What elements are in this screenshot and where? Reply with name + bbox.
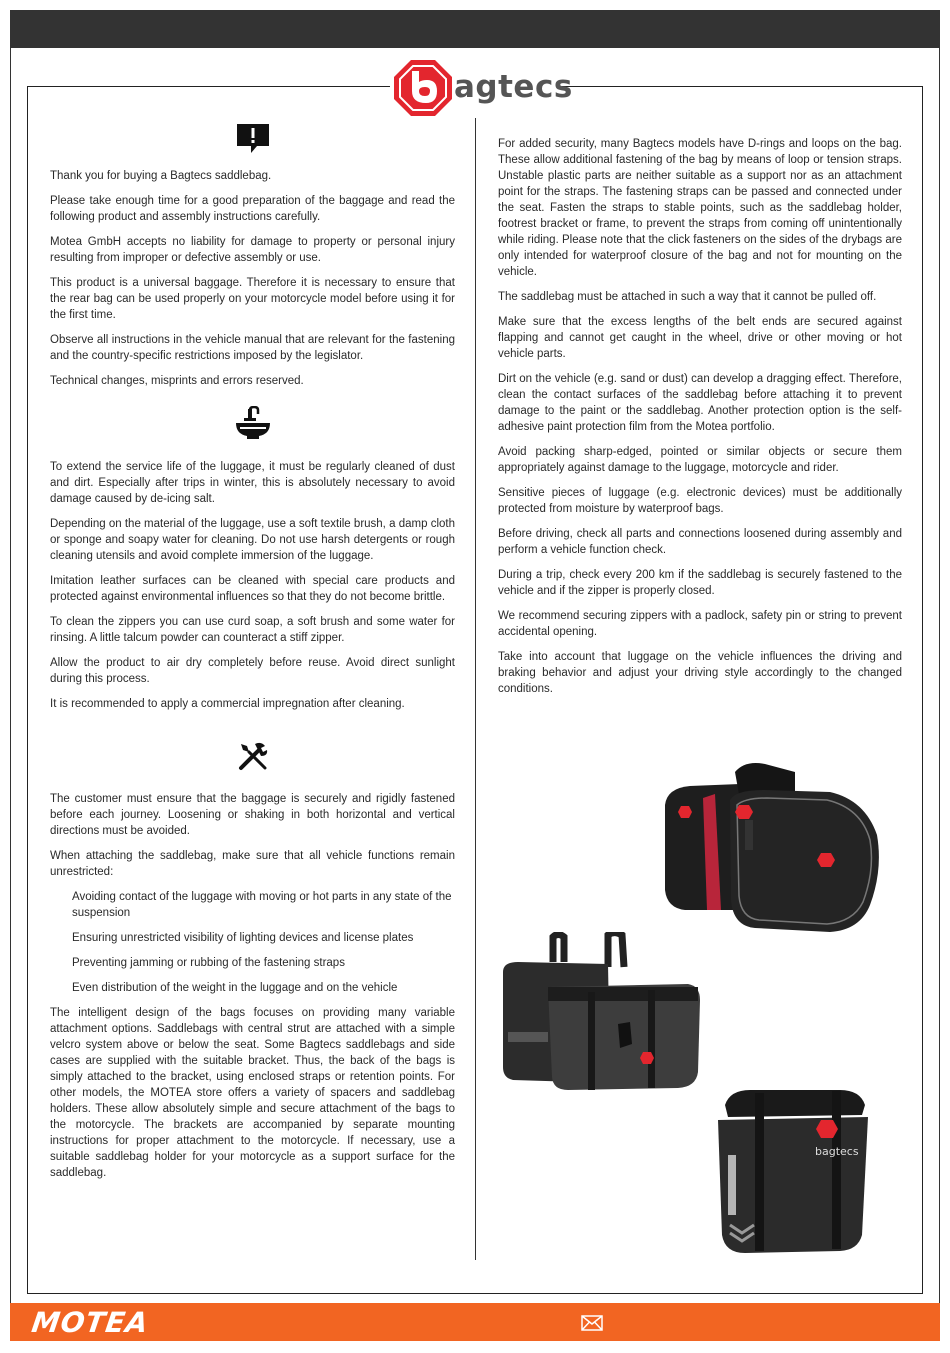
intro-paragraph: Thank you for buying a Bagtecs saddlebag.	[50, 170, 272, 182]
info-speech-icon	[235, 122, 271, 156]
assembly-icon-wrap	[50, 721, 455, 791]
cleaning-paragraph: Depending on the material of the luggage, use a soft textile brush, a damp cloth or sponge and soapy water for cleaning. Do not use harsh detergents or rough cleaning utensils and avoid complete immersion of the luggage.	[50, 518, 455, 562]
safety-paragraph: We recommend securing zippers with a padlock, safety pin or string to prevent accidental opening.	[498, 610, 902, 638]
cleaning-paragraph: Allow the product to air dry completely before reuse. Avoid direct sunlight during this process.	[50, 657, 455, 685]
safety-paragraph: Before driving, check all parts and connections loosened during assembly and perform a vehicle function check.	[498, 528, 902, 556]
intro-paragraph: Motea GmbH accepts no liability for damage to property or personal injury resulting from improper or defective assembly or use.	[50, 236, 455, 264]
tools-icon	[237, 740, 269, 772]
cleaning-paragraph: To extend the service life of the luggage, it must be regularly cleaned of dust and dirt. Especially after trips in winter, this is absolutely necessary to avoid damage caused by de-icing salt.	[50, 461, 455, 505]
bagtecs-logo	[390, 57, 573, 119]
product-photo-saddlebag-pair	[655, 760, 885, 935]
list-item: Preventing jamming or rubbing of the fastening straps	[72, 957, 345, 969]
right-column	[498, 136, 902, 706]
safety-paragraph: The saddlebag must be attached in such a way that it cannot be pulled off.	[498, 291, 877, 303]
safety-paragraph: During a trip, check every 200 km if the saddlebag is securely fastened to the vehicle and if the zipper is properly closed.	[498, 569, 902, 597]
logo-wordmark: agtecs	[454, 69, 573, 105]
list-item: Ensuring unrestricted visibility of lighting devices and license plates	[72, 932, 414, 944]
product-photo-drybag-pair	[498, 932, 703, 1092]
cleaning-paragraph: To clean the zippers you can use curd soap, a soft brush and some water for rinsing. A little talcum powder can counteract a stiff zipper.	[50, 616, 455, 644]
motea-logo: MOTEA	[29, 1306, 151, 1339]
cleaning-paragraph: It is recommended to apply a commercial impregnation after cleaning.	[50, 698, 405, 710]
left-column	[50, 168, 455, 1190]
cleaning-icon-wrap	[50, 398, 455, 459]
safety-paragraph: Make sure that the excess lengths of the belt ends are secured against flapping and cannot get caught in the wheel, drive or other moving or hot vehicle parts.	[498, 316, 902, 360]
safety-paragraph: Dirt on the vehicle (e.g. sand or dust) can develop a dragging effect. Therefore, clean the contact surfaces of the saddlebag before attaching it to prevent damage to the paint or the saddlebag. Another protection option is the self-adhesive paint protection film from the Motea portfolio.	[498, 373, 902, 433]
footer-bar	[10, 1303, 940, 1341]
column-divider	[475, 118, 476, 1260]
assembly-paragraph: When attaching the saddlebag, make sure that all vehicle functions remain unrestricted:	[50, 850, 455, 878]
sink-faucet-icon	[233, 406, 273, 442]
intro-paragraph: This product is a universal baggage. Therefore it is necessary to ensure that the rear bag can be used properly on your motorcycle model before using it for the first time.	[50, 277, 455, 321]
product-photo-drybag	[710, 1085, 870, 1255]
header-bar	[10, 10, 940, 48]
envelope-icon[interactable]	[581, 1315, 603, 1331]
safety-paragraph: Avoid packing sharp-edged, pointed or similar objects or secure them appropriately against damage to the luggage, motorcycle and rider.	[498, 446, 902, 474]
safety-paragraph: For added security, many Bagtecs models have D-rings and loops on the bag. These allow additional fastening of the bag by means of loop or tension straps. Unstable plastic parts are neither suitable as a support nor as an attachment point for the straps. The fastening straps can be passed and connected under the seat. Fasten the straps to stable points, such as the saddlebag holder, footrest bracket or frame, to prevent the straps from coming off unintentionally while riding. Please note that the click fasteners on the sides of the drybags are only intended for waterproof closure of the bag and not for mounting on the vehicle.	[498, 138, 902, 278]
assembly-paragraph: The intelligent design of the bags focuses on providing many variable attachment options. Saddlebags with central strut are attached with a simple velcro system above or below the seat. Some Bagtecs saddlebags and side cases are supplied with the suitable bracket. Thus, the back of the bags is simply attached to the bracket, using enclosed straps or retention points. For other models, the MOTEA store offers a variety of spacers and saddlebag holders. These allow absolutely simple and secure attachment of the bags to the motorcycle. The brackets are accompanied by separate mounting instructions for proper attachment to the motorcycle. If necessary, use a suitable saddlebag holder for your motorcycle as a support surface for the saddlebag.	[50, 1007, 455, 1179]
intro-paragraph: Technical changes, misprints and errors reserved.	[50, 375, 304, 387]
assembly-paragraph: The customer must ensure that the baggage is securely and rigidly fastened before each journey. Loosening or shaking in both horizontal and vertical directions must be avoided.	[50, 793, 455, 837]
product-photo-label: bagtecs	[815, 1145, 859, 1158]
intro-paragraph: Observe all instructions in the vehicle manual that are relevant for the fastening and the country-specific restrictions imposed by the legislator.	[50, 334, 455, 362]
safety-paragraph: Take into account that luggage on the vehicle influences the driving and braking behavior and adjust your driving style accordingly to the changed conditions.	[498, 651, 902, 695]
assembly-list	[50, 889, 455, 996]
cleaning-paragraph: Imitation leather surfaces can be cleaned with special care products and protected against environmental influences so that they do not become brittle.	[50, 575, 455, 603]
intro-paragraph: Please take enough time for a good preparation of the baggage and read the following product and assembly instructions carefully.	[50, 195, 455, 223]
bagtecs-logo-icon	[392, 57, 454, 119]
list-item: Even distribution of the weight in the luggage and on the vehicle	[72, 982, 398, 994]
safety-paragraph: Sensitive pieces of luggage (e.g. electronic devices) must be additionally protected from moisture by waterproof bags.	[498, 487, 902, 515]
list-item: Avoiding contact of the luggage with moving or hot parts in any state of the suspension	[72, 891, 452, 919]
